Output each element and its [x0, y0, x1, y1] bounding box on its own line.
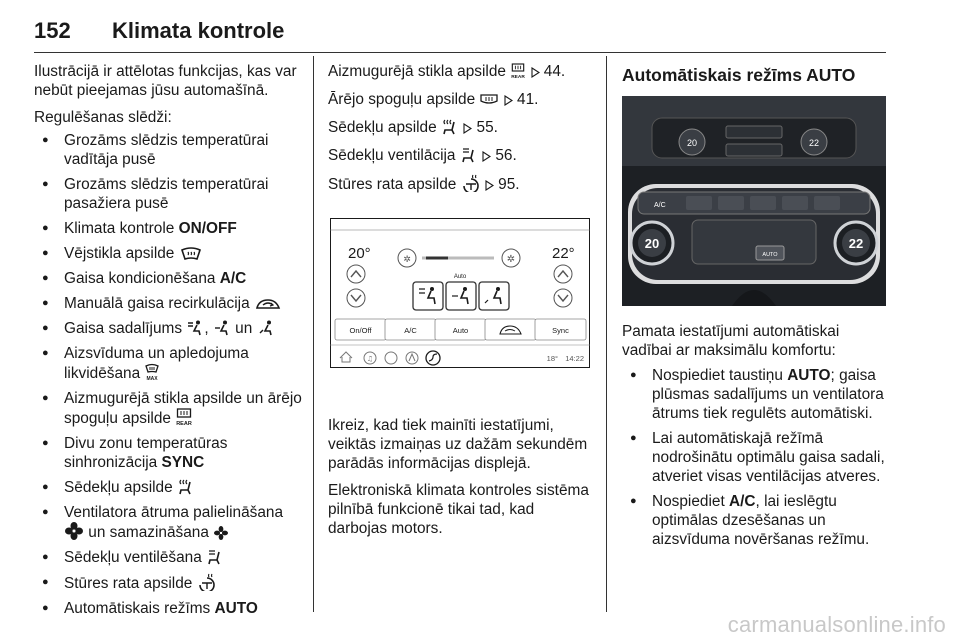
seat-heating-icon	[442, 119, 458, 135]
column-divider-1	[313, 56, 314, 612]
list-item: ● Lai automātiskajā režīmā nodrošinātu optimālu gaisa sadali, atveriet visas ventilācijas atveres.	[622, 429, 888, 486]
display-mode-label: Auto	[453, 274, 467, 280]
ac-button: A/C	[404, 326, 417, 335]
status-temperature: 18°	[546, 354, 558, 363]
page-ref-icon	[531, 67, 540, 78]
windscreen-icon	[180, 247, 202, 261]
onoff-button: On/Off	[349, 326, 372, 335]
column-2	[328, 62, 596, 203]
list-item: ● Stūres rata apsilde	[34, 573, 304, 593]
photo-auto-label: AUTO	[762, 252, 778, 258]
fan-low-icon	[214, 526, 228, 540]
rear-heating-icon	[511, 63, 525, 79]
auto-button: Auto	[452, 326, 469, 335]
svg-text:MAX: MAX	[146, 376, 158, 381]
photo-knob-right-label: 22	[848, 236, 864, 251]
list-item: ● Nospiediet A/C, lai ieslēgtu optimālas dzesēšanas un aizsvīduma novēršanas režīmu.	[622, 492, 888, 549]
list-item: ● Gaisa kondicionēšana A/C	[34, 269, 304, 288]
svg-text:✲: ✲	[403, 255, 411, 265]
steering-heating-icon	[198, 573, 216, 591]
ref-line: Sēdekļu apsilde 55.	[328, 119, 498, 136]
list-item: ● Aizsvīduma un apledojuma likvidēšana MAX	[34, 344, 304, 383]
ref-line: Sēdekļu ventilācija 56.	[328, 147, 517, 164]
svg-text:♫: ♫	[366, 355, 374, 363]
photo-ac-label: A/C	[654, 202, 666, 209]
column-3-heading	[622, 66, 886, 97]
intro-paragraph: Pamata iestatījumi automātiskai vadībai ar maksimālu komfortu:	[622, 323, 840, 359]
controls-label: Regulēšanas slēdži:	[34, 109, 172, 126]
note-paragraph: Elektroniskā klimata kontroles sistēma pilnībā funkcionē tikai tad, kad darbojas motors.	[328, 482, 589, 537]
list-item: ● Grozāms slēdzis temperatūrai pasažiera pusē	[34, 175, 304, 213]
air-middle-icon	[214, 320, 230, 336]
list-item: ● Grozāms slēdzis temperatūrai vadītāja pusē	[34, 131, 304, 169]
ref-line: Aizmugurējā stikla apsilde REAR 44.	[328, 63, 566, 80]
page-ref-icon	[482, 151, 491, 162]
climate-panel-photo	[622, 96, 886, 306]
status-time: 14:22	[565, 354, 584, 363]
page-ref-icon	[504, 95, 513, 106]
climate-info-display	[330, 218, 590, 368]
upper-knob-right-label: 22	[808, 138, 820, 148]
chapter-title: Klimata kontrole	[112, 18, 285, 43]
fan-high-icon	[65, 522, 83, 540]
max-defrost-icon	[145, 363, 159, 381]
photo-knob-left-label: 20	[644, 236, 660, 251]
ref-line: Ārējo spoguļu apsilde 41.	[328, 91, 539, 108]
air-upper-icon	[187, 320, 203, 336]
list-item: ● Automātiskais režīms AUTO	[34, 599, 304, 618]
display-temp-right: 22°	[552, 245, 575, 262]
svg-text:✲: ✲	[506, 254, 516, 265]
column-divider-2	[606, 56, 607, 612]
distribution-lower-button	[479, 282, 509, 310]
intro-paragraph: Ilustrācijā ir attēlotas funkcijas, kas var nebūt pieejamas jūsu automašīnā.	[34, 63, 297, 99]
seat-ventilation-icon	[207, 549, 223, 565]
auto-list	[622, 366, 888, 549]
list-item: ● Klimata kontrole ON/OFF	[34, 219, 304, 238]
page-ref-icon	[485, 180, 494, 191]
display-temp-left: 20°	[348, 245, 371, 262]
rear-heating-icon	[176, 408, 192, 426]
controls-list	[34, 131, 304, 618]
distribution-upper-button	[413, 282, 443, 310]
distribution-middle-button	[446, 282, 476, 310]
list-item: ● Sēdekļu apsilde	[34, 478, 304, 497]
page-number: 152	[34, 18, 71, 43]
svg-text:REAR: REAR	[176, 421, 193, 426]
column-3	[622, 322, 888, 555]
sync-button: Sync	[552, 326, 569, 335]
seat-ventilation-icon	[461, 147, 477, 163]
list-item: ● Sēdekļu ventilēšana	[34, 548, 304, 567]
upper-knob-left-label: 20	[686, 138, 698, 148]
svg-text:REAR: REAR	[511, 75, 526, 79]
seat-heating-icon	[178, 479, 194, 495]
list-item: ● Manuālā gaisa recirkulācija	[34, 294, 304, 313]
list-item: ● Divu zonu temperatūras sinhronizācija SYNC	[34, 434, 304, 472]
air-lower-icon	[258, 320, 274, 336]
footer	[0, 612, 960, 642]
section-heading: Automātiskais režīms AUTO	[622, 65, 856, 85]
list-item: ● Gaisa sadalījums , un	[34, 319, 304, 338]
list-item: ● Ventilatora ātruma palielināšana un samazināšana	[34, 503, 304, 542]
mirror-heating-icon	[480, 93, 498, 107]
column-1	[34, 62, 304, 624]
note-paragraph: Ikreiz, kad tiek mainīti iestatījumi, veiktās izmaiņas uz dažām sekundēm parādās informācijas displejā.	[328, 417, 588, 472]
page-ref-icon	[463, 123, 472, 134]
steering-heating-icon	[462, 174, 480, 192]
list-item: ● Nospiediet taustiņu AUTO; gaisa plūsmas sadalījums un ventilatora ātrums tiek regulēts automātiski.	[622, 366, 888, 423]
watermark: carmanualsonline.info	[727, 612, 946, 637]
page-header	[34, 18, 886, 48]
header-rule	[34, 52, 886, 53]
ref-line: Stūres rata apsilde 95.	[328, 176, 520, 193]
list-item: ● Aizmugurējā stikla apsilde un ārējo spoguļu apsilde REAR	[34, 389, 304, 428]
column-2-notes	[328, 416, 596, 546]
recirculation-icon	[255, 297, 281, 311]
list-item: ● Vējstikla apsilde	[34, 244, 304, 263]
